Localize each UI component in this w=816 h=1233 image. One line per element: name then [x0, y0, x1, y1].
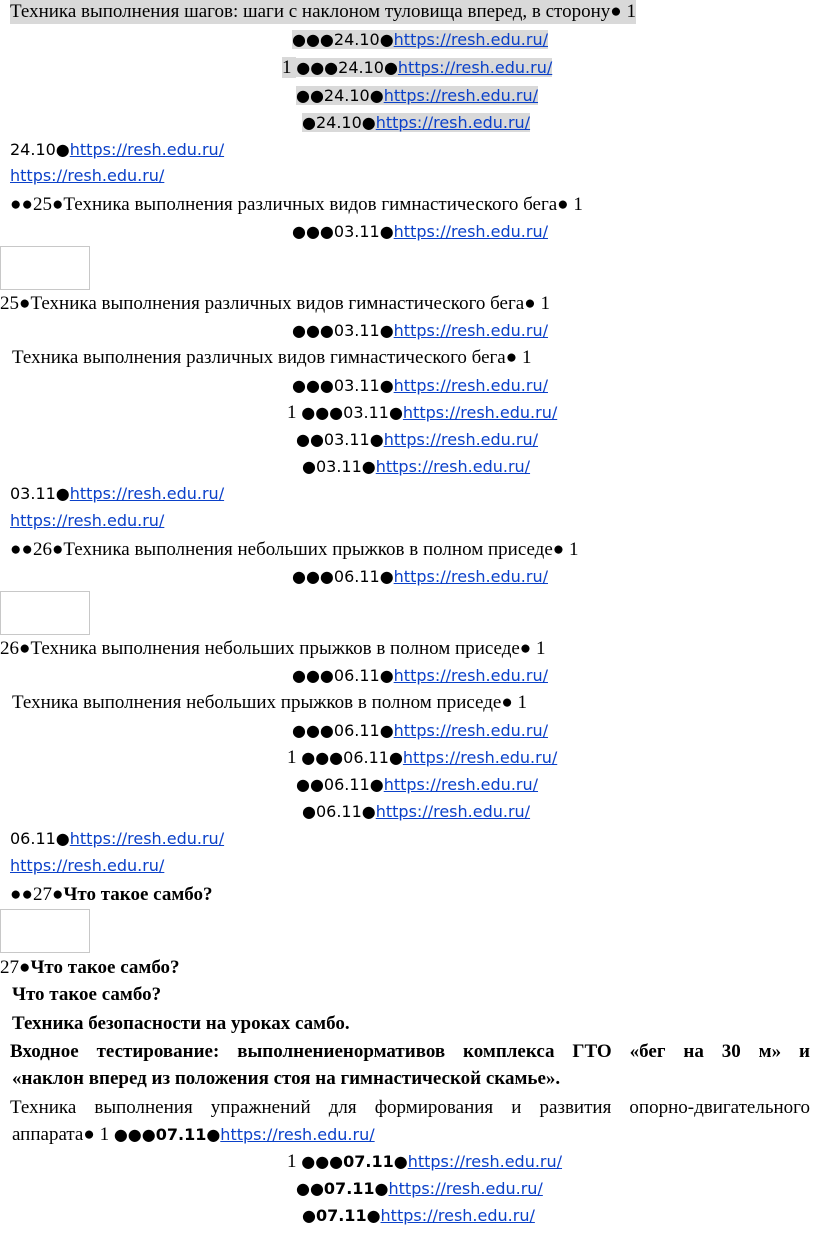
resh-link[interactable]: https://resh.edu.ru/ — [380, 1206, 535, 1225]
resh-link[interactable]: https://resh.edu.ru/ — [397, 58, 553, 77]
date-link-line: 1 ●●●24.10●https://resh.edu.ru/ — [282, 57, 553, 78]
lesson-topic-line: Техника выполнения упражнений для формирования и развития опорно-двигательного — [10, 1097, 810, 1118]
resh-link[interactable]: https://resh.edu.ru/ — [407, 1152, 563, 1171]
date-link-line: аппарата● 1 ●●●07.11●https://resh.edu.ru/ — [12, 1124, 375, 1145]
resh-link[interactable]: https://resh.edu.ru/ — [10, 856, 165, 875]
lesson-title-line: 25●Техника выполнения различных видов гимнастического бега● 1 — [0, 293, 550, 314]
date-link-line: ●●06.11●https://resh.edu.ru/ — [296, 775, 539, 794]
date-link-line: ●●24.10●https://resh.edu.ru/ — [296, 86, 539, 105]
resh-link[interactable]: https://resh.edu.ru/ — [393, 721, 548, 740]
empty-table-cell — [0, 909, 90, 953]
resh-link[interactable]: https://resh.edu.ru/ — [69, 140, 225, 159]
lesson-subtitle-line: Техника безопасности на уроках самбо. — [12, 1013, 350, 1034]
date-link-line: ●●●06.11●https://resh.edu.ru/ — [292, 567, 548, 586]
empty-table-cell — [0, 591, 90, 635]
resh-link[interactable]: https://resh.edu.ru/ — [375, 457, 531, 476]
date-link-line: 1 ●●●03.11●https://resh.edu.ru/ — [287, 402, 558, 423]
resh-link[interactable]: https://resh.edu.ru/ — [402, 403, 558, 422]
date-link-line: ●24.10●https://resh.edu.ru/ — [302, 113, 531, 132]
lesson-title-line: ●●25●Техника выполнения различных видов гимнастического бега● 1 — [10, 194, 583, 215]
resh-link[interactable]: https://resh.edu.ru/ — [383, 86, 539, 105]
lesson-title-line: Что такое самбо? — [12, 984, 162, 1005]
date-link-line: ●03.11●https://resh.edu.ru/ — [302, 457, 531, 476]
resh-link[interactable]: https://resh.edu.ru/ — [393, 666, 548, 685]
date-link-line: ●●●06.11●https://resh.edu.ru/ — [292, 666, 548, 685]
date-link-line: ●●●03.11●https://resh.edu.ru/ — [292, 222, 548, 241]
date-link-line: ●●●03.11●https://resh.edu.ru/ — [292, 376, 548, 395]
link-line — [10, 509, 164, 533]
resh-link[interactable]: https://resh.edu.ru/ — [393, 321, 548, 340]
empty-table-cell — [0, 246, 90, 290]
resh-link[interactable]: https://resh.edu.ru/ — [220, 1125, 375, 1144]
date-link-line: 1 ●●●06.11●https://resh.edu.ru/ — [287, 747, 558, 768]
lesson-title-line: 27●Что такое самбо? — [0, 957, 180, 978]
date-link-line: ●07.11●https://resh.edu.ru/ — [302, 1206, 535, 1225]
resh-link[interactable]: https://resh.edu.ru/ — [10, 166, 165, 185]
date-link-line: 24.10●https://resh.edu.ru/ — [10, 140, 225, 159]
date-link-line: ●●07.11●https://resh.edu.ru/ — [296, 1179, 543, 1198]
resh-link[interactable]: https://resh.edu.ru/ — [375, 113, 531, 132]
date-link-line: ●●03.11●https://resh.edu.ru/ — [296, 430, 539, 449]
date-link-line: 03.11●https://resh.edu.ru/ — [10, 484, 225, 503]
link-line — [10, 164, 164, 188]
date-link-line: ●●●24.10●https://resh.edu.ru/ — [292, 30, 548, 49]
date-link-line: ●●●06.11●https://resh.edu.ru/ — [292, 721, 548, 740]
lesson-title-line: ●●27●Что такое самбо? — [10, 884, 213, 905]
date-link-line: 1 ●●●07.11●https://resh.edu.ru/ — [287, 1151, 563, 1172]
date-link-line: ●06.11●https://resh.edu.ru/ — [302, 802, 531, 821]
resh-link[interactable]: https://resh.edu.ru/ — [393, 567, 548, 586]
resh-link[interactable]: https://resh.edu.ru/ — [10, 511, 165, 530]
lesson-title-line: 26●Техника выполнения небольших прыжков в полном приседе● 1 — [0, 638, 546, 659]
lesson-subtitle-line: «наклон вперед из положения стоя на гимнастической скамье». — [12, 1068, 561, 1089]
resh-link[interactable]: https://resh.edu.ru/ — [393, 376, 548, 395]
resh-link[interactable]: https://resh.edu.ru/ — [388, 1179, 543, 1198]
resh-link[interactable]: https://resh.edu.ru/ — [402, 748, 558, 767]
lesson-title-line: Техника выполнения различных видов гимнастического бега● 1 — [12, 347, 532, 368]
link-line — [10, 854, 164, 878]
lesson-title-line: Техника выполнения небольших прыжков в полном приседе● 1 — [12, 692, 528, 713]
resh-link[interactable]: https://resh.edu.ru/ — [393, 222, 548, 241]
lesson-title-line: ●●26●Техника выполнения небольших прыжков в полном приседе● 1 — [10, 539, 579, 560]
date-link-line: ●●●03.11●https://resh.edu.ru/ — [292, 321, 548, 340]
lesson-subtitle-line: Входное тестирование: выполнениенормативов комплекса ГТО «бег на 30 м» и — [10, 1041, 810, 1062]
resh-link[interactable]: https://resh.edu.ru/ — [383, 775, 539, 794]
date-link-line: 06.11●https://resh.edu.ru/ — [10, 829, 225, 848]
resh-link[interactable]: https://resh.edu.ru/ — [69, 484, 225, 503]
resh-link[interactable]: https://resh.edu.ru/ — [375, 802, 531, 821]
resh-link[interactable]: https://resh.edu.ru/ — [393, 30, 548, 49]
lesson-title-line: Техника выполнения шагов: шаги с наклоном туловища вперед, в сторону● 1 — [10, 1, 636, 22]
resh-link[interactable]: https://resh.edu.ru/ — [383, 430, 539, 449]
resh-link[interactable]: https://resh.edu.ru/ — [69, 829, 225, 848]
